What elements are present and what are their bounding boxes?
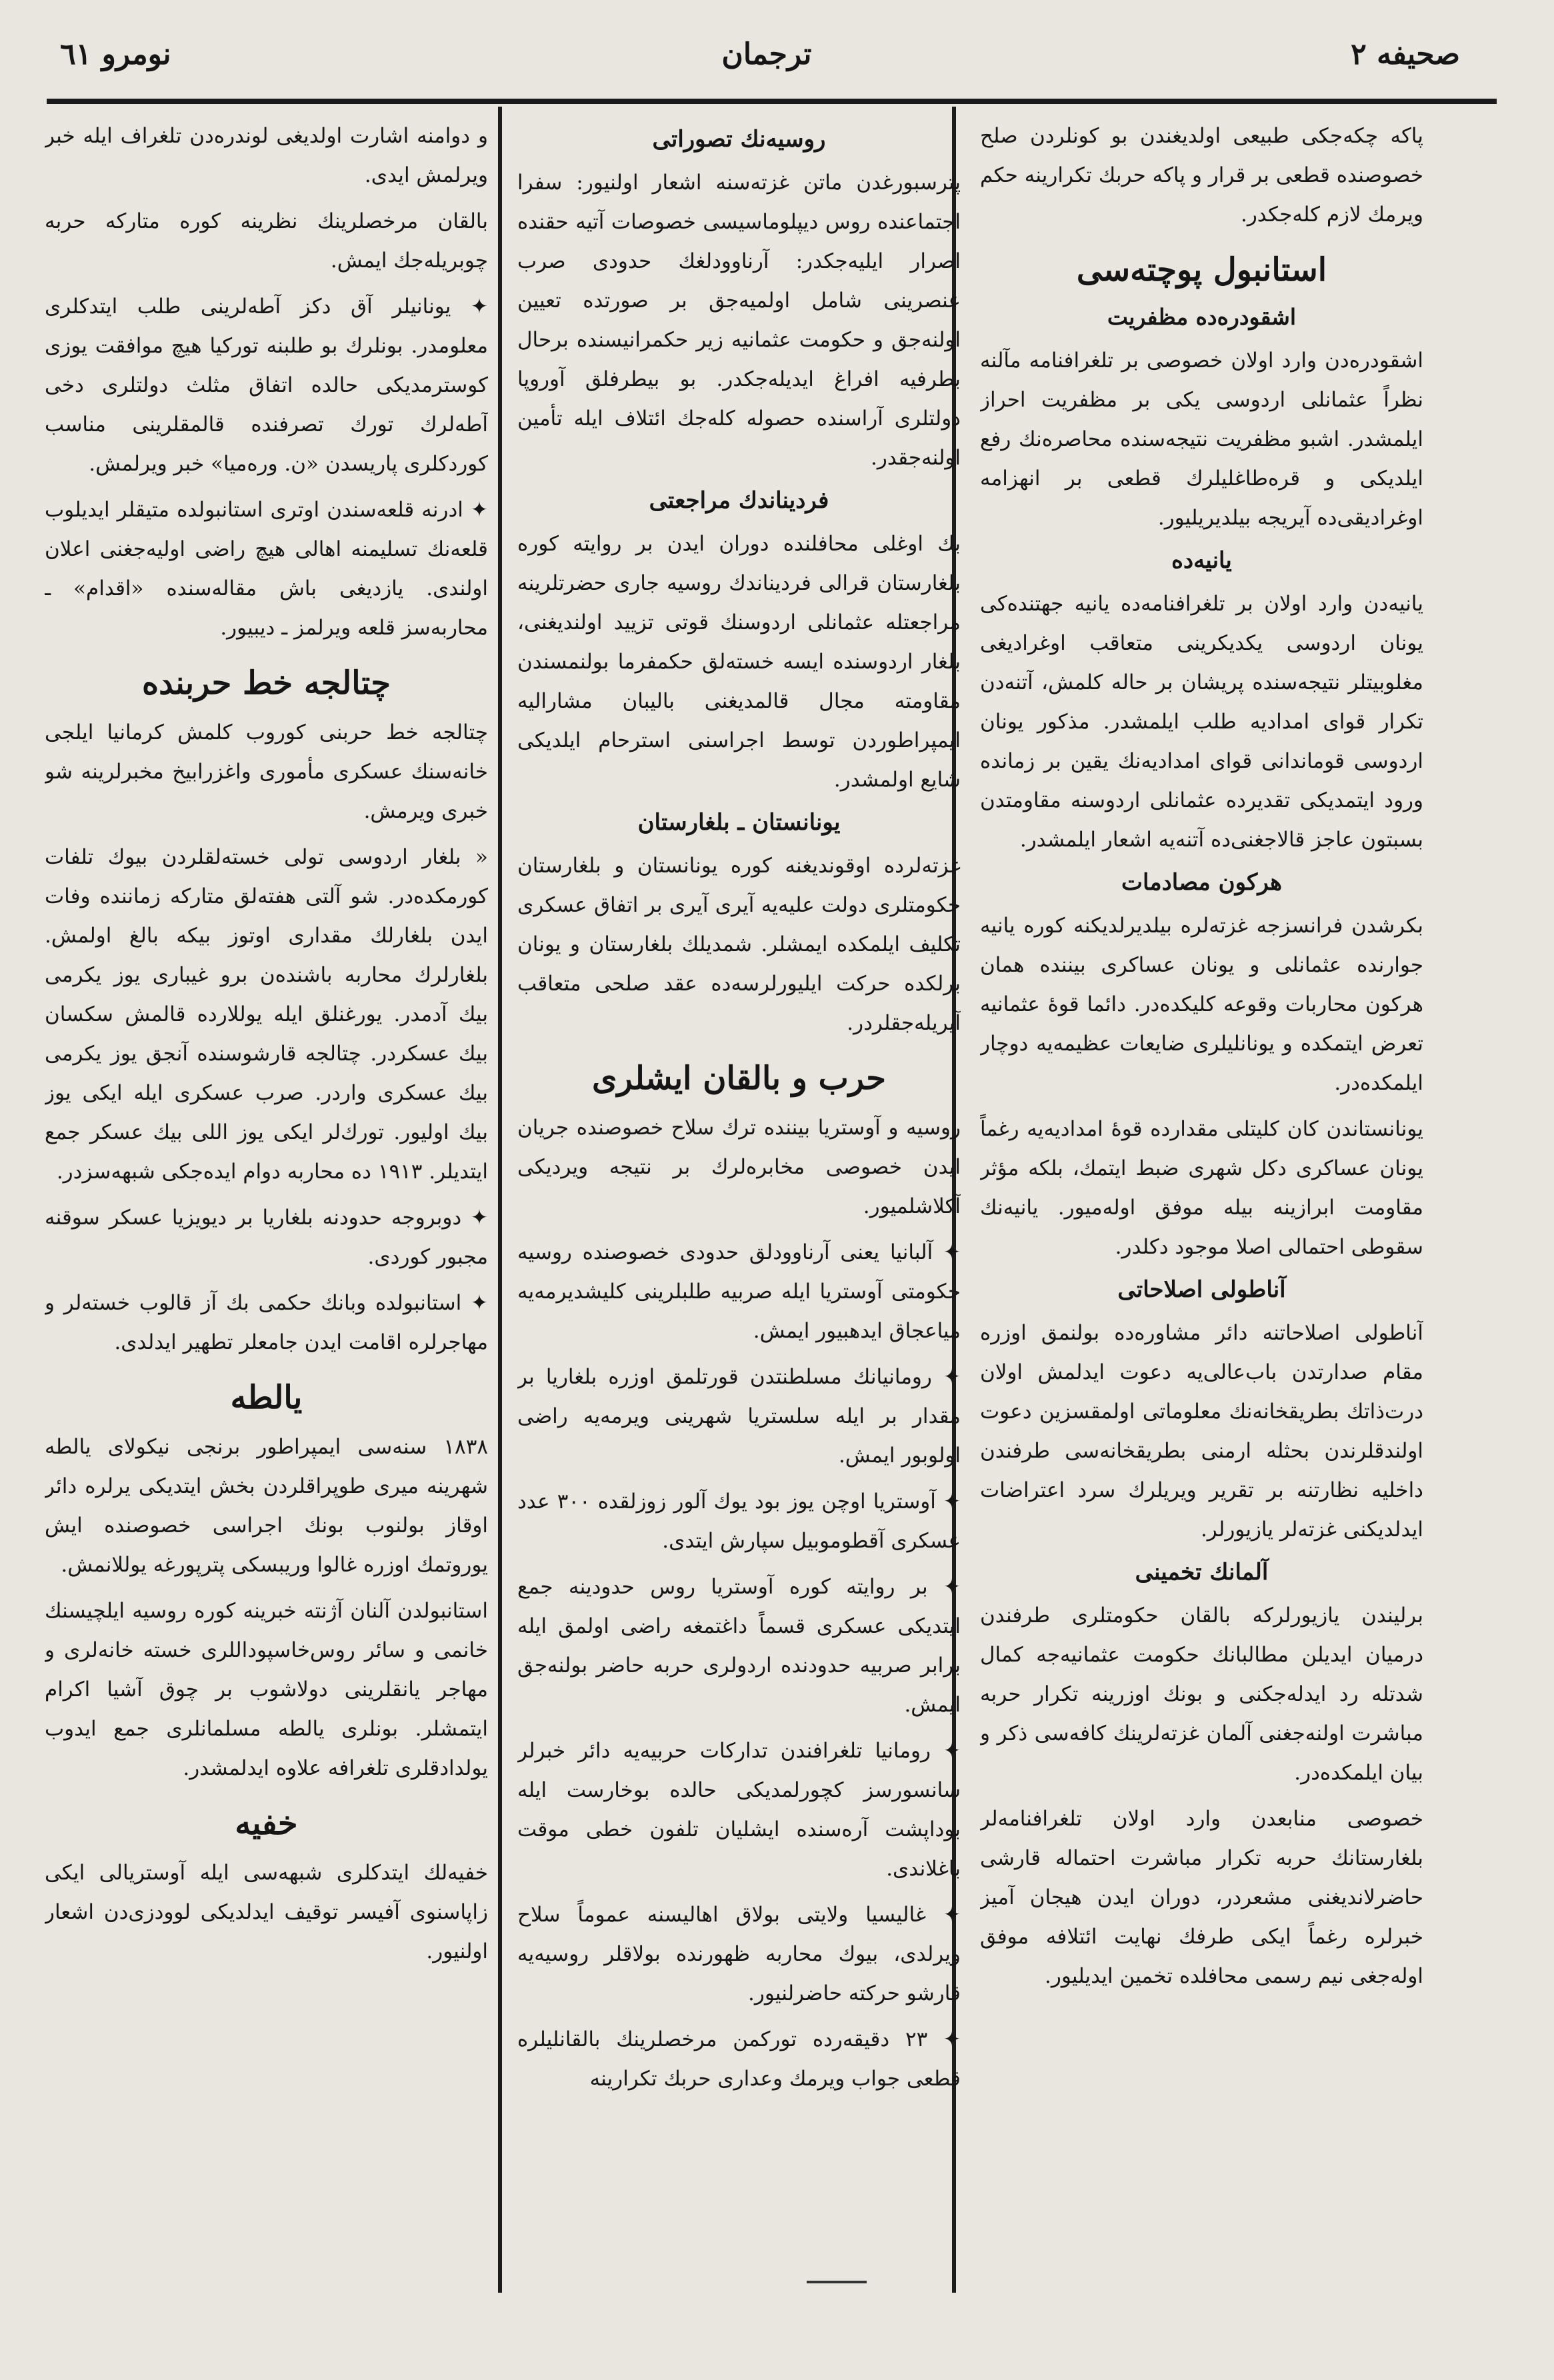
right-column-paragraph: خصوصى منابعدن وارد اولان تلغرافنامه‌لر بلغارستانك حربه تكرار مباشرت احتماله قارشى حاضرلانديغنى مشعردر، دوران ايدن هيجان آميز خبرلره رغماً ايكى طرفك نهايت ائتلافه موفق اوله‌جغى نيم رسمى محافلده تخمين ايديليور. xyxy=(980,1807,1423,1988)
middle-column-paragraph: پترسبورغدن ماتن غزته‌سنه اشعار اولنيور: سفرا اجتماعنده روس ديپلوماسيسى خصوصات آتيه حقنده اصرار ايليه‌جكدر: آرناوودلغك حدودى صرب عنصرينى شامل اولميه‌جق بر صورتده تعيين اولنه‌جق و حكومت عثمانيه زير حكمرانيسنده برحال بطرفيه افراغ ايديله‌جكدر. بو بيطرفلق آوروپا دولتلرى آراسنده حصوله كله‌جك ائتلاف ايله تأمين اولنه‌جقدر. xyxy=(517,171,961,470)
left-column-paragraph: استانبولدن آلنان آژنته خبرينه كوره روسيه ايلچيسنك خانمى و سائر روس‌خاسپوداللرى خسته خانه‌لرى و مهاجر يانقلرينى دولاشوب بر چوق آشيا اكرام ايتمشلر. بونلرى يالطه مسلمانلرى جمع ايدوب يولدادقلرى تلغرافه علاوه ايدلمشدر. xyxy=(45,1599,488,1780)
right-column-heading: يانيه‌ده xyxy=(1171,547,1232,574)
header-rule xyxy=(47,99,1497,104)
right-column-paragraph: اشقودره‌دن وارد اولان خصوصى بر تلغرافنامه مآلنه نظراً عثمانلى اردوسى يكى بر مظفريت احراز ايلمشدر. اشبو مظفريت نتيجه‌سنده محاصره‌نك رفع ايلديكى و قره‌طاغليلرك قطعى بر انهزامه اوغراديقى‌ده آيريجه بيلديريليور. xyxy=(980,349,1423,530)
middle-column-heading: روسيه‌نك تصوراتى xyxy=(652,126,826,153)
middle-column-paragraph: ✦ آوستريا اوچن يوز بود يوك آلور زوزلقده ٣٠٠ عدد عسكرى آقطوموبيل سپارش ايتدى. xyxy=(517,1482,961,1561)
middle-column-heading: فرديناندك مراجعتى xyxy=(649,487,829,514)
left-column-paragraph: بالقان مرخصلرينك نظرينه كوره متاركه حربه چوبريله‌جك ايمش. xyxy=(45,209,488,273)
newspaper-title: ترجمان xyxy=(721,37,812,71)
left-column-heading: يالطه xyxy=(230,1379,303,1416)
column-divider-left xyxy=(498,107,502,2293)
left-column-paragraph: « بلغار اردوسى تولى خسته‌لقلردن بيوك تلفات كورمكده‌در. شو آلتى هفته‌لق متاركه زماننده وفات ايدن بلغارلك مقدارى اوتوز بيكه بالغ اولمش. بلغارلرك محاربه باشنده‌ن برو غيبارى يوز يكرمى بيك آدمدر. يورغنلق ايله يوللارده قالمش سكسان بيك عسكردر. چتالجه قارشوسنده آنجق يوز يكرمى بيك عسكرى واردر. صرب عسكرى ايله ايكى يوز بيك اوليور. تورك‌لر ايكى يوز اللى بيك عسكر جمع ايتديلر. ١٩١٣ ده محاربه دوام ايده‌جكى شبهه‌سزدر. xyxy=(45,845,488,1184)
left-column-heading: خفيه xyxy=(235,1805,298,1842)
right-column-paragraph: يونانستاندن كان كليتلى مقدارده قوهٔ امداديه‌يه رغماً يونان عساكرى دكل شهرى ضبط ايتمك، بلكه مؤثر مقاومت ابرازينه بيله موفق اوله‌ميور. يانيه‌نك سقوطى احتمالى اصلا موجود دكلدر. xyxy=(980,1117,1423,1259)
left-column-paragraph: و دوامنه اشارت اولديغى لوندره‌دن تلغراف ايله خبر ويرلمش ايدى. xyxy=(45,124,488,187)
middle-column-heading: حرب و بالقان ايشلرى xyxy=(592,1060,886,1097)
middle-column-paragraph: ✦ آلبانيا يعنى آرناوودلق حدودى خصوصنده روسيه حكومتى آوستريا ايله صربيه طلبلرينى كليشديرمه‌يه مياعجاق ايدهبيور ايمش. xyxy=(517,1233,961,1351)
left-column-paragraph: ✦ استانبولده وبانك حكمى بك آز قالوب خسته‌لر و مهاجرلره اقامت ايدن جامعلر تطهير ايدلدى. xyxy=(45,1284,488,1362)
left-column-paragraph: ١٨٣٨ سنه‌سى ايمپراطور برنجى نيكولاى يالطه شهرينه ميرى طوپراقلردن بخش ايتديكى يرلره دائر اوقاز بولنوب بونك اجراسى خصوصنده ايش يوروتمك اوزره غالوا وريبسكى پترپورغه يوللانمش. xyxy=(45,1435,488,1577)
middle-column-paragraph: ✦ بر روايته كوره آوستريا روس حدودينه جمع ايتديكى عسكرى قسماً داغتمغه راضى اولمق ايله برابر صربيه حدودنده اردولرى حربه حاضر بولنه‌جق ايمش. xyxy=(517,1568,961,1725)
middle-column-heading: يونانستان ـ بلغارستان xyxy=(637,809,841,836)
middle-column-paragraph: ✦ غاليسيا ولايتى بولاق اهاليسنه عموماً سلاح ويرلدى، بيوك محاربه ظهورنده بولاقلر روسيه‌يه قارشو حركته حاضرلنيور. xyxy=(517,1895,961,2013)
left-column-paragraph: خفيه‌لك ايتدكلرى شبهه‌سى ايله آوستريالى ايكى زاپاسنوى آفيسر توقيف ايدلديكى لوودزى‌دن اشعار اولنيور. xyxy=(45,1861,488,1963)
right-column-paragraph: يانيه‌دن وارد اولان بر تلغرافنامه‌ده يانيه جهتنده‌كى يونان اردوسى يكديكرينى متعاقب اوغراديغى مغلوبيتلر نتيجه‌سنده پريشان بر حاله كلمش، آتنه‌دن تكرار قواى امداديه طلب ايلمشدر. مذكور يونان اردوسى قوماندانى قواى امداديه‌نك يقين بر زمانده ورود ايتمديكى تقديرده عثمانلى اردوسنه مقاومتدن بسبتون عاجز قالاجغنى‌ده آتنه‌يه اشعار ايلمشدر. xyxy=(980,592,1423,852)
right-column-heading: آناطولى اصلاحاتى xyxy=(1117,1276,1286,1303)
left-column-paragraph: ✦ يونانيلر آق دكز آطه‌لرينى طلب ايتدكلرى معلومدر. بونلرك بو طلبنه توركيا هيچ موافقت يوزى كوسترمديكى حالده اتفاق مثلث دولتلرى دخى آطه‌لرك تورك تصرفنده قالمقلرينى مناسب كوردكلرى پاريسدن «ن. وره‌ميا» خبر ويرلمش. xyxy=(45,287,488,484)
right-column-heading: استانبول پوچته‌سى xyxy=(1076,251,1327,289)
right-column-paragraph: بكرشدن فرانسزجه غزته‌لره بيلديرلديكنه كوره يانيه جوارنده عثمانلى و يونان عساكرى بيننده همان هركون محاربات وقوعه كليكده‌در. دائما قوهٔ عثمانيه تعرض ايتمكده و يونانليلرى ضايعات عظيمه‌يه دوچار ايلمكده‌در. xyxy=(980,914,1423,1095)
right-column-heading: آلمانك تخمينى xyxy=(1135,1559,1269,1586)
right-column-paragraph: برليندن يازيورلركه بالقان حكومتلرى طرفندن درميان ايديلن مطالبانك حكومت عثمانيه‌جه كمال شدتله رد ايدله‌جكنى و بونك اوزرينه تكرار حربه مباشرت اولنه‌جغنى آلمان غزته‌لرينك كافه‌سى ذكر و بيان ايلمكده‌در. xyxy=(980,1604,1423,1785)
page-number: صحيفه ٢ xyxy=(1351,37,1460,71)
right-column-paragraph: آناطولى اصلاحاتنه دائر مشاوره‌ده بولنمق اوزره مقام صدارتدن باب‌عالى‌يه دعوت ايدلمش اولان درت‌ذاتك بطريقخانه‌نك معلوماتى اولمقسزين دعوت اولندقلرندن بحثله ارمنى بطريقخانه‌سى طرفندن داخليه نظارتنه بر تقرير ويريلرك سرد اعتراضات ايدلديكنى غزته‌لر يازيورلر. xyxy=(980,1321,1423,1542)
column-middle xyxy=(517,117,961,2279)
right-column-paragraph: اشقودره‌ده مظفريت xyxy=(1107,304,1297,330)
column-right xyxy=(980,117,1423,2279)
left-column-paragraph: ✦ ادرنه قلعه‌سندن اوترى استانبولده متيقلر ايديلوب قلعه‌نك تسليمنه اهالى هيچ راضى اوليه‌جغنى اعلان اولندى. يازديغى باش مقاله‌سنده «اقدام» ـ محاربه‌سز قلعه ويرلمز ـ ديبيور. xyxy=(45,491,488,648)
middle-column-paragraph: روسيه و آوستريا بيننده ترك سلاح خصوصنده جريان ايدن خصوصى مخابره‌لرك بر نتيجه ويرديكى آكلاشلميور. xyxy=(517,1116,961,1218)
left-column-paragraph: چتالجه خط حربنى كوروب كلمش كرمانيا ايلجى خانه‌سنك عسكرى مأمورى واغزرابيخ مخبرلرينه شو خبرى ويرمش. xyxy=(45,720,488,823)
middle-column-paragraph: ✦ رومانيا تلغرافندن تداركات حربيه‌يه دائر خبرلر سانسورسز كچورلمديكى حالده بوخارست ايله بوداپشت آره‌سنده ايشليان تلفون خطى موقت باغلاندى. xyxy=(517,1732,961,1889)
left-column-paragraph: ✦ دوبروجه حدودنه بلغاريا بر ديويزيا عسكر سوقنه مجبور كوردى. xyxy=(45,1198,488,1277)
middle-column-paragraph: بك اوغلى محافلنده دوران ايدن بر روايته كوره بلغارستان قرالى فرديناندك روسيه جارى حضرتلرينه مراجعتله عثمانلى اردوسنك قوتى تزييد اولنديغنى، بلغار اردوسنده ايسه خسته‌لق حكمفرما بولنمسندن مقاومته مجال قالمديغنى باليبان مشاراليه ايمپراطوردن توسط اجراسنى استرحام ايلديكى شايع اولمشدر. xyxy=(517,532,961,792)
middle-column-paragraph: ✦ ٢٣ دقيقه‌رده توركمن مرخصلرينك بالقانليلره قطعى جواب ويرمك وعدارى حربك تكرارينه xyxy=(517,2020,961,2099)
middle-column-paragraph: ✦ رومانيانك مسلطنتدن قورتلمق اوزره بلغاريا بر مقدار بر ايله سلستريا شهرينى ويرمه‌يه راضى اولوبور ايمش. xyxy=(517,1358,961,1476)
right-column-heading: هركون مصادمات xyxy=(1121,869,1283,896)
right-column-paragraph: پاكه چكه‌جكى طبيعى اولديغندن بو كونلردن صلح خصوصنده قطعى بر قرار و پاكه حربك تكرارينه حكم ويرمك لازم كله‌جكدر. xyxy=(980,124,1423,227)
issue-number: نومرو ٦١ xyxy=(60,37,171,71)
footer-mark xyxy=(807,2281,867,2283)
column-left xyxy=(45,117,488,2279)
left-column-heading: چتالجه خط حربنده xyxy=(141,664,391,702)
middle-column-paragraph: غزته‌لرده اوقونديغنه كوره يونانستان و بلغارستان حكومتلرى دولت عليه‌يه آيرى آيرى بر اتفاق عسكرى تكليف ايلمكده ايمشلر. شمديلك بلغارستان و يونان برلكده حركت ايليورلرسه‌ده عقد صلحى متعاقب آيريله‌جقلردر. xyxy=(517,854,961,1035)
page-header xyxy=(47,27,1487,107)
